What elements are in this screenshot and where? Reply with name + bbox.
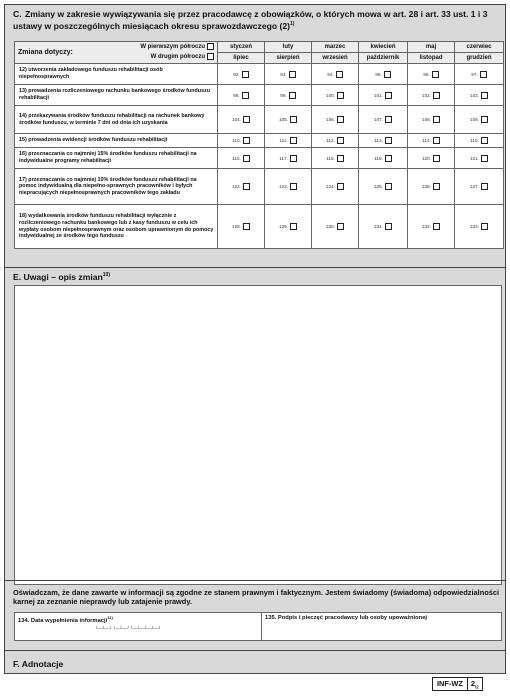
signature-box	[14, 612, 502, 641]
month-cell	[408, 148, 455, 169]
month-cell	[359, 64, 408, 85]
field-number: 119.	[374, 155, 383, 161]
month-cell	[455, 64, 504, 85]
table-row	[15, 106, 504, 134]
month-checkbox[interactable]	[481, 223, 488, 230]
field-number: 115.	[470, 137, 479, 143]
section-e-footnote-ref: 10)	[102, 272, 111, 279]
field-number: 130.	[326, 223, 335, 229]
table-row	[15, 64, 504, 85]
first-half-label: W pierwszym półroczu	[140, 44, 205, 51]
month-cell	[408, 134, 455, 148]
field-number: 109.	[470, 116, 479, 122]
field-number: 126.	[422, 183, 431, 189]
section-c-title	[13, 9, 503, 31]
month-checkbox[interactable]	[289, 92, 296, 99]
row-label: 18) wydatkowania środków funduszu rehabilitacji wyłącznie z rozliczeniowego rachunku bankowego lub z kasy funduszu w celu ich wypłaty osobom niepełnosprawnym oraz osobom uprawnionym do pomocy indywidualnej ze środków tego funduszu	[15, 205, 218, 249]
month-cell	[455, 106, 504, 134]
month-checkbox[interactable]	[385, 223, 392, 230]
month-cell	[265, 169, 312, 205]
section-f	[5, 650, 505, 669]
month-cell	[218, 134, 265, 148]
month-checkbox[interactable]	[385, 92, 392, 99]
section-f-title: F. Adnotacje	[13, 659, 64, 669]
month-cell	[312, 134, 359, 148]
month-checkbox[interactable]	[433, 92, 440, 99]
month-cell	[218, 169, 265, 205]
changes-label: Zmiana dotyczy:	[18, 49, 73, 56]
month-checkbox[interactable]	[433, 155, 440, 162]
month-cell	[218, 85, 265, 106]
row-label: 13) prowadzenia rozliczeniowego rachunku bankowego środków funduszu rehabilitacji	[15, 85, 218, 106]
row-label: 15) prowadzenia ewidencji środków funduszu rehabilitacji	[15, 134, 218, 148]
field-number: 101.	[374, 92, 383, 98]
month-checkbox[interactable]	[481, 155, 488, 162]
month-checkbox[interactable]	[433, 183, 440, 190]
month-cell	[312, 169, 359, 205]
month-checkbox[interactable]	[337, 223, 344, 230]
month-cell	[408, 205, 455, 249]
month-checkbox[interactable]	[481, 116, 488, 123]
field-number: 114.	[422, 137, 431, 143]
month-cell	[359, 205, 408, 249]
month-cell	[359, 148, 408, 169]
header-label-cell	[15, 42, 218, 64]
field-number: 131.	[374, 223, 383, 229]
form-page	[4, 4, 506, 674]
month-checkbox[interactable]	[337, 137, 344, 144]
month-checkbox[interactable]	[384, 71, 391, 78]
date-input-mask[interactable]: └─┴─┘└─┴─┘└─┴─┴─┴─┘	[95, 626, 162, 632]
field-number: 99.	[280, 92, 287, 98]
month-checkbox[interactable]	[243, 137, 250, 144]
header-row-first-half	[15, 42, 504, 53]
month-cell	[265, 85, 312, 106]
field-number: 102.	[422, 92, 431, 98]
declaration-section	[5, 580, 505, 645]
month-checkbox[interactable]	[290, 137, 297, 144]
section-e-title	[13, 272, 110, 282]
field-number: 107.	[374, 116, 383, 122]
month-checkbox[interactable]	[481, 92, 488, 99]
row-label: 16) przeznaczania co najmniej 15% środków funduszu rehabilitacji na indywidualne programy rehabilitacji	[15, 148, 218, 169]
month-checkbox[interactable]	[337, 183, 344, 190]
month-cell	[455, 205, 504, 249]
month-checkbox[interactable]	[290, 155, 297, 162]
page-current: 2	[470, 679, 475, 688]
month-checkbox[interactable]	[481, 183, 488, 190]
section-c-footnote-ref: 1)	[290, 21, 295, 27]
month-cell	[312, 85, 359, 106]
month-checkbox[interactable]	[433, 137, 440, 144]
month-checkbox[interactable]	[336, 71, 343, 78]
month-checkbox[interactable]	[290, 223, 297, 230]
section-c-letter: C.	[13, 9, 22, 19]
field-number: 116.	[232, 155, 241, 161]
field-number: 108.	[422, 116, 431, 122]
month-cell	[359, 106, 408, 134]
month-checkbox[interactable]	[433, 116, 440, 123]
month-header: styczeń	[218, 42, 265, 53]
field-number: 98.	[233, 92, 240, 98]
page-footer	[432, 677, 483, 691]
month-checkbox[interactable]	[385, 116, 392, 123]
field-number: 123.	[279, 183, 288, 189]
month-cell	[359, 134, 408, 148]
field-number: 117.	[279, 155, 288, 161]
field-number: 124.	[326, 183, 335, 189]
second-half-label: W drugim półroczu	[150, 53, 205, 60]
field-number: 110.	[232, 137, 241, 143]
signature-field-label: 135. Podpis i pieczęć pracodawcy lub osoby upoważnionej	[265, 615, 428, 621]
month-cell	[359, 85, 408, 106]
field-number: 95.	[375, 71, 382, 77]
field-divider	[261, 613, 262, 640]
month-checkbox[interactable]	[385, 155, 392, 162]
month-cell	[218, 148, 265, 169]
section-c-title-text: Zmiany w zakresie wywiązywania się przez pracodawcę z obowiązków, o których mowa w art. 28 i art. 33 ust. 1 i 3 ustawy w poszczególnych miesiącach okresu sprawozdawczego (2)	[13, 9, 488, 31]
page-number	[468, 678, 482, 690]
month-header: luty	[265, 42, 312, 53]
field-number: 94.	[327, 71, 334, 77]
month-checkbox[interactable]	[289, 71, 296, 78]
field-number: 106.	[326, 116, 335, 122]
month-cell	[265, 106, 312, 134]
month-header: lipiec	[218, 53, 265, 64]
first-half-checkbox[interactable]	[207, 43, 214, 50]
field-number: 132.	[422, 223, 431, 229]
month-header: maj	[408, 42, 455, 53]
declaration-text: Oświadczam, że dane zawarte w informacji są zgodne ze stanem prawnym i faktycznym. Jestem świadomy (świadoma) odpowiedzialności karnej za zeznanie nieprawdy lub zatajenie prawdy.	[13, 588, 499, 606]
month-cell	[455, 85, 504, 106]
field-number: 120.	[422, 155, 431, 161]
row-label: 12) utworzenia zakładowego funduszu rehabilitacji osób niepełnosprawnych	[15, 64, 218, 85]
month-header: marzec	[312, 42, 359, 53]
date-field-label-text: 134. Data wypełnienia informacji	[18, 617, 108, 624]
field-number: 111.	[279, 137, 288, 143]
field-number: 121.	[470, 155, 479, 161]
month-cell	[408, 106, 455, 134]
month-checkbox[interactable]	[290, 183, 297, 190]
date-field-label	[18, 615, 113, 624]
month-header: wrzesień	[312, 53, 359, 64]
month-cell	[455, 169, 504, 205]
month-checkbox[interactable]	[432, 71, 439, 78]
month-checkbox[interactable]	[337, 92, 344, 99]
field-number: 112.	[326, 137, 335, 143]
month-cell	[312, 148, 359, 169]
field-number: 128.	[232, 223, 241, 229]
month-checkbox[interactable]	[243, 116, 250, 123]
month-cell	[455, 148, 504, 169]
remarks-textarea[interactable]	[14, 285, 502, 585]
field-number: 105.	[279, 116, 288, 122]
month-cell	[218, 205, 265, 249]
month-checkbox[interactable]	[337, 155, 344, 162]
month-cell	[265, 134, 312, 148]
field-number: 93.	[280, 71, 287, 77]
month-checkbox[interactable]	[243, 155, 250, 162]
month-checkbox[interactable]	[385, 183, 392, 190]
second-half-checkbox[interactable]	[207, 53, 214, 60]
month-cell	[265, 205, 312, 249]
field-number: 129.	[279, 223, 288, 229]
date-field-footnote-ref: 11)	[107, 615, 113, 620]
table-row	[15, 134, 504, 148]
month-checkbox[interactable]	[243, 223, 250, 230]
month-checkbox[interactable]	[243, 183, 250, 190]
month-cell	[265, 148, 312, 169]
month-checkbox[interactable]	[337, 116, 344, 123]
field-number: 118.	[326, 155, 335, 161]
section-e	[5, 267, 505, 282]
page-total: /2	[474, 684, 479, 690]
field-number: 133.	[470, 223, 479, 229]
month-checkbox[interactable]	[385, 137, 392, 144]
form-code: INF-WZ	[433, 678, 468, 690]
month-cell	[408, 169, 455, 205]
month-cell	[312, 106, 359, 134]
month-cell	[312, 205, 359, 249]
table-row	[15, 148, 504, 169]
field-number: 104.	[232, 116, 241, 122]
field-number: 122.	[232, 183, 241, 189]
month-header: październik	[359, 53, 408, 64]
month-header: listopad	[408, 53, 455, 64]
changes-table	[14, 41, 504, 249]
month-checkbox[interactable]	[242, 71, 249, 78]
field-number: 103.	[470, 92, 479, 98]
month-checkbox[interactable]	[433, 223, 440, 230]
month-cell	[455, 134, 504, 148]
field-number: 127.	[470, 183, 479, 189]
month-header: grudzień	[455, 53, 504, 64]
table-row	[15, 169, 504, 205]
month-header: sierpień	[265, 53, 312, 64]
field-number: 113.	[374, 137, 383, 143]
month-cell	[408, 85, 455, 106]
field-number: 92.	[233, 71, 240, 77]
month-cell	[408, 64, 455, 85]
month-checkbox[interactable]	[481, 137, 488, 144]
month-cell	[359, 169, 408, 205]
row-label: 17) przeznaczania co najmniej 10% środków funduszu rehabilitacji na pomoc indywidualną dla niepełno-sprawnych pracowników i byłych niepracujących niepełnosprawnych pracowników tego zakładu	[15, 169, 218, 205]
month-header: czerwiec	[455, 42, 504, 53]
month-cell	[312, 64, 359, 85]
month-checkbox[interactable]	[480, 71, 487, 78]
month-header: kwiecień	[359, 42, 408, 53]
month-checkbox[interactable]	[290, 116, 297, 123]
month-cell	[218, 106, 265, 134]
table-row	[15, 205, 504, 249]
field-number: 96.	[423, 71, 430, 77]
row-label: 14) przekazywania środków funduszu rehabilitacji na rachunek bankowy środków funduszu, w terminie 7 dni od dnia ich uzyskania	[15, 106, 218, 134]
table-row	[15, 85, 504, 106]
section-e-title-text: E. Uwagi – opis zmian	[13, 272, 103, 282]
field-number: 100.	[326, 92, 335, 98]
month-checkbox[interactable]	[242, 92, 249, 99]
field-number: 97.	[471, 71, 478, 77]
month-cell	[218, 64, 265, 85]
field-number: 125.	[374, 183, 383, 189]
month-cell	[265, 64, 312, 85]
